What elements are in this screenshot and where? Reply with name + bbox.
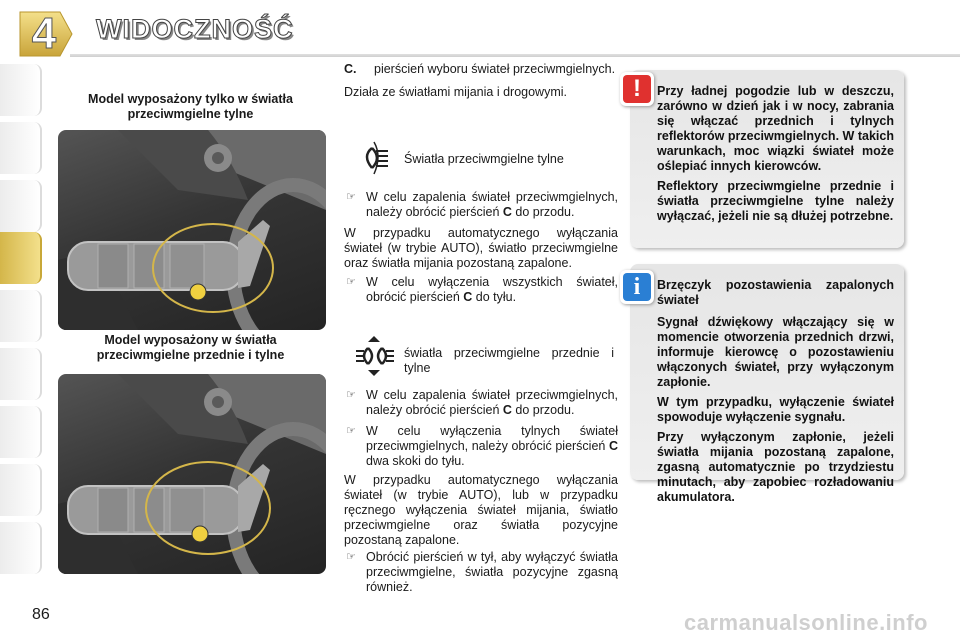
front-rear-fog-row [344, 334, 618, 384]
chapter-tab[interactable] [0, 348, 42, 400]
instruction-item [344, 424, 618, 469]
auto-mode-note: W przypadku automatycznego wyłączania świateł (w trybie AUTO), lub w przypadku ręcznego wyłączenia świateł mijania, światło przeciwmgielne oraz światła pozycyjne pozostaną zapalone. [344, 473, 618, 547]
info-badge [620, 270, 654, 304]
arrow-right-icon: ☞ [346, 389, 356, 401]
instruction-text: Obrócić pierścień w tył, aby wyłączyć światła przeciwmgielne, światła pozycyjne zgasną również. [366, 550, 618, 594]
ring-letter: C [502, 403, 512, 417]
warning-paragraph: Przy ładnej pogodzie lub w deszczu, zarówno w dzień jak i w nocy, zabrania się włączać przednich i tylnych reflektorów przeciwmgielnych. W takich warunkach, moc wiązki świateł może oślepiać innych kierowców. [657, 84, 894, 173]
warning-icon: ! [623, 75, 651, 103]
stalk-photo-2 [58, 374, 326, 574]
auto-mode-note: W przypadku automatycznego wyłączania świateł (w trybie AUTO), światło przeciwmgielne oraz światła mijania pozostaną zapalone. [344, 226, 618, 270]
chapter-tabs [0, 64, 44, 584]
intro-text: Działa ze światłami mijania i drogowymi. [344, 85, 567, 99]
arrow-right-icon: ☞ [346, 276, 356, 288]
arrow-right-icon: ☞ [346, 191, 356, 203]
front-rear-fog-light-icon [352, 334, 396, 378]
chapter-tab-active[interactable] [0, 232, 42, 284]
info-paragraph: Sygnał dźwiękowy włączający się w momencie otworzenia przednich drzwi, informuje kierowcę o pozostawieniu włączonych świateł, przy wyłączonym zapłonie. [657, 315, 894, 389]
page-title: WIDOCZNOŚĆ [96, 14, 294, 44]
info-icon: i [623, 273, 651, 301]
instruction-item [344, 190, 618, 220]
instruction-text: dwa skoki do tyłu. [366, 454, 465, 468]
instruction-text: W celu wyłączenia wszystkich świateł, obrócić pierścień [366, 275, 618, 304]
instruction-text: W celu zapalenia świateł przeciwmgielnych, należy obrócić pierścień [366, 190, 618, 219]
chapter-badge [14, 8, 74, 60]
instruction-text: do tyłu. [472, 290, 517, 304]
watermark: carmanualsonline.info [684, 610, 928, 635]
front-rear-fog-instructions [344, 388, 618, 595]
instruction-text: W celu zapalenia świateł przeciwmgielnych, należy obrócić pierścień [366, 388, 618, 417]
rear-fog-row [344, 138, 618, 184]
ring-c-key: C. [344, 62, 357, 76]
chapter-tab[interactable] [0, 180, 42, 232]
warning-badge [620, 72, 654, 106]
front-rear-fog-label: światła przeciwmgielne przednie i tylne [404, 346, 614, 375]
arrow-right-icon: ☞ [346, 551, 356, 563]
instruction-item [344, 550, 618, 595]
ring-c-text: pierścień wyboru świateł przeciwmgielnych. [374, 62, 616, 76]
page-number: 86 [32, 606, 50, 623]
rear-fog-light-icon [352, 138, 396, 182]
ring-letter: C [502, 205, 512, 219]
lighting-stalk-illustration [58, 374, 326, 574]
info-title: Brzęczyk pozostawienia zapalonych świateł [657, 278, 894, 307]
ring-letter: C [463, 290, 473, 304]
stalk-photo-1 [58, 130, 326, 330]
instruction-text: do przodu. [511, 403, 575, 417]
warning-paragraph: Reflektory przeciwmgielne przednie i światła przeciwmgielne tylne należy wyłączać, jeżeli nie są dłużej potrzebne. [657, 179, 894, 223]
info-paragraph: Przy wyłączonym zapłonie, jeżeli światła mijania pozostaną zapalone, zgasną automatycznie po trzydziestu minutach, aby zapobiec rozładowaniu akumulatora. [657, 430, 894, 504]
ring-c-definition [344, 62, 618, 100]
rear-fog-label: Światła przeciwmgielne tylne [404, 152, 564, 166]
ring-letter: C [608, 439, 618, 453]
chapter-tab[interactable] [0, 522, 42, 574]
lighting-stalk-illustration [58, 130, 326, 330]
info-paragraph: W tym przypadku, wyłączenie świateł spowoduje wyłączenie sygnału. [657, 395, 894, 424]
instruction-text: W celu wyłączenia tylnych świateł przeciwmgielnych, należy obrócić pierścień [366, 424, 618, 453]
rear-fog-instructions [344, 190, 618, 305]
instruction-item [344, 275, 618, 305]
info-box [630, 264, 904, 504]
chapter-tab[interactable] [0, 464, 42, 516]
instruction-item [344, 388, 618, 418]
model2-title: Model wyposażony w światła przeciwmgielne przednie i tylne [96, 333, 285, 362]
model1-title: Model wyposażony tylko w światła przeciwmgielne tylne [88, 92, 293, 121]
instruction-text: do przodu. [511, 205, 575, 219]
header-divider [70, 54, 960, 57]
chapter-tab[interactable] [0, 290, 42, 342]
chapter-number: 4 [31, 9, 57, 58]
arrow-right-icon: ☞ [346, 425, 356, 437]
chapter-tab[interactable] [0, 64, 42, 116]
chapter-tab[interactable] [0, 122, 42, 174]
warning-box [630, 70, 904, 248]
chapter-tab[interactable] [0, 406, 42, 458]
